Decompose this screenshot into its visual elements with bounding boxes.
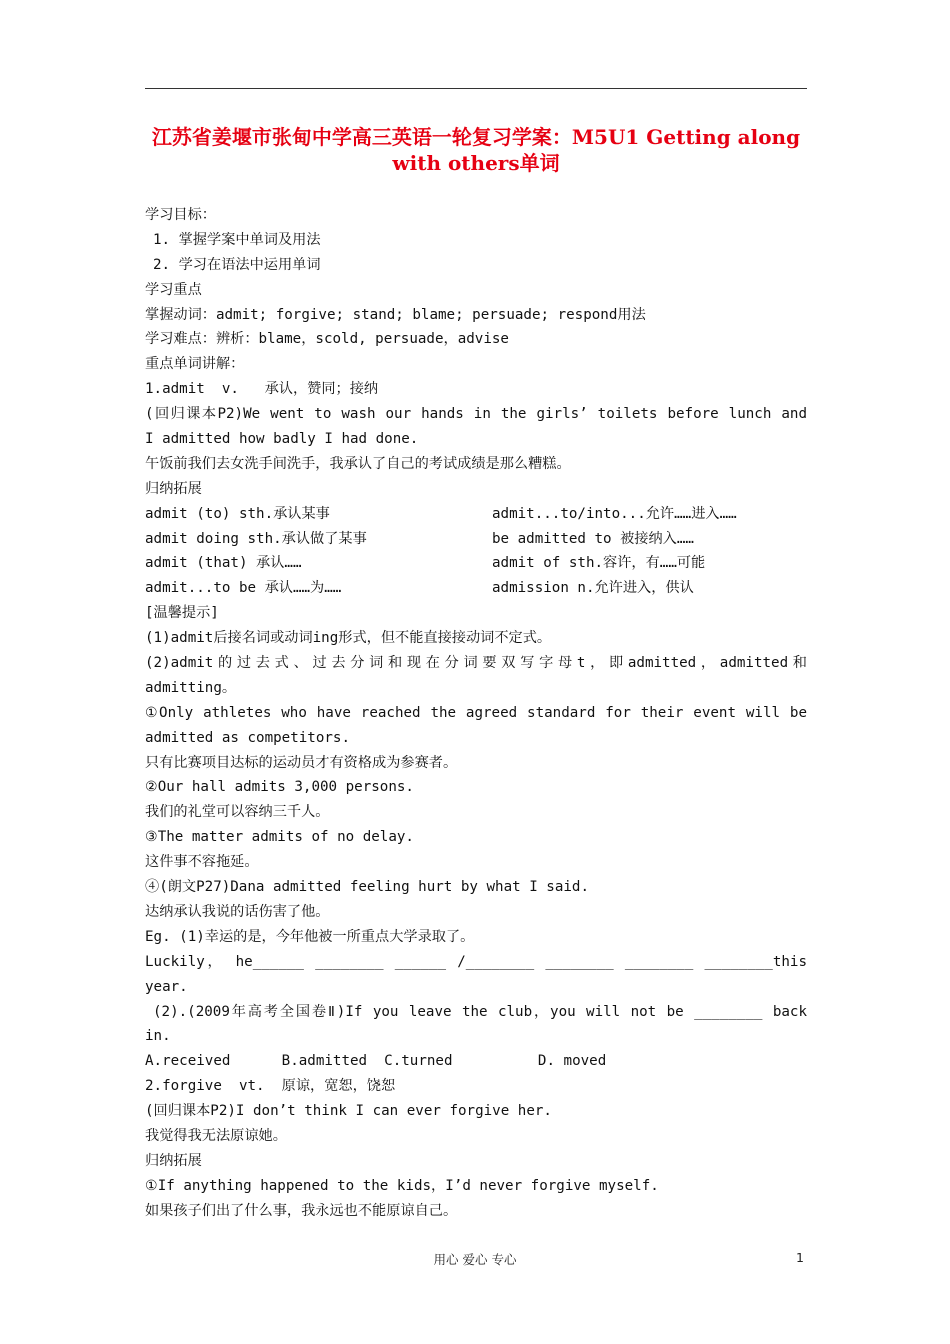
text-line: 重点单词讲解： xyxy=(145,356,245,373)
text-line: Eg. (1)幸运的是，今年他被一所重点大学录取了。 xyxy=(145,928,475,945)
title-line-1: 江苏省姜堰市张甸中学高三英语一轮复习学案：M5U1 Getting along xyxy=(151,125,801,149)
text-line: ①Only athletes who have reached the agreed standard for their event will be xyxy=(145,704,807,721)
text-line: 达纳承认我说的话伤害了他。 xyxy=(145,903,330,920)
expand-right: admission n.允许进入，供认 xyxy=(492,580,694,597)
text-line: 只有比赛项目达标的运动员才有资格成为参赛者。 xyxy=(145,754,458,771)
text-line: (回归课本P2)We went to wash our hands in the girls’ toilets before lunch and xyxy=(145,406,807,423)
text-line: [温馨提示] xyxy=(145,605,219,622)
word-heading: 1.admit v. 承认，赞同；接纳 xyxy=(145,381,379,398)
answer-options: A.received B.admitted C.turned D. moved xyxy=(145,1053,607,1070)
text-line: ②Our hall admits 3,000 persons. xyxy=(145,779,414,796)
expand-left: admit...to be 承认……为…… xyxy=(145,580,342,597)
text-line: year. xyxy=(145,978,188,995)
text-line: 归纳拓展 xyxy=(145,1152,202,1169)
text-line: admitting。 xyxy=(145,679,237,696)
text-line: (1)admit后接名词或动词ing形式，但不能直接接动词不定式。 xyxy=(145,630,552,647)
text-line: ①If anything happened to the kids，I’d never forgive myself. xyxy=(145,1177,659,1194)
text-line: 如果孩子们出了什么事，我永远也不能原谅自己。 xyxy=(145,1202,458,1219)
text-line: 归纳拓展 xyxy=(145,480,202,497)
text-line: admitted as competitors. xyxy=(145,729,350,746)
text-line: 学习重点 xyxy=(145,281,202,298)
text-line: 这件事不容拖延。 xyxy=(145,854,259,871)
title-line-2: with others单词 xyxy=(392,151,560,175)
text-line: I admitted how badly I had done. xyxy=(145,431,419,448)
fill-blank-line: Luckily， he______ ________ ______ /________ ________ ________ ________this xyxy=(145,953,807,970)
expand-right: admit of sth.容许，有……可能 xyxy=(492,555,706,572)
text-line: (2)admit的过去式、过去分词和现在分词要双写字母t，即admitted，admitted和 xyxy=(145,655,807,672)
expand-row xyxy=(145,502,807,527)
expand-right: admit...to/into...允许……进入…… xyxy=(492,505,737,522)
text-line: ④(朗文P27)Dana admitted feeling hurt by what I said. xyxy=(145,879,590,896)
header-rule xyxy=(145,88,807,89)
expand-left: admit (to) sth.承认某事 xyxy=(145,505,330,522)
objective-item: 1. 掌握学案中单词及用法 xyxy=(153,231,321,248)
expand-right: be admitted to 被接纳入…… xyxy=(492,530,694,547)
text-line: 我觉得我无法原谅她。 xyxy=(145,1127,287,1144)
text-line: (回归课本P2)I don’t think I can ever forgive her. xyxy=(145,1103,552,1120)
expand-left: admit doing sth.承认做了某事 xyxy=(145,530,367,547)
text-line: 学习难点：辨析：blame，scold, persuade，advise xyxy=(145,331,509,348)
word-heading: 2.forgive vt. 原谅，宽恕，饶恕 xyxy=(145,1078,396,1095)
page-number: 1 xyxy=(796,1250,804,1265)
expand-row xyxy=(145,551,807,576)
text-line: in. xyxy=(145,1028,171,1045)
expand-row xyxy=(145,576,807,601)
objective-item: 2. 学习在语法中运用单词 xyxy=(153,256,321,273)
document-body xyxy=(145,203,807,1224)
text-line: ③The matter admits of no delay. xyxy=(145,829,414,846)
expand-left: admit (that) 承认…… xyxy=(145,555,302,572)
footer-text: 用心 爱心 专心 xyxy=(433,1252,517,1267)
question-line: (2).(2009年高考全国卷Ⅱ)If you leave the club，you will not be ________ back xyxy=(153,1003,807,1020)
text-line: 掌握动词：admit; forgive; stand; blame; persuade; respond用法 xyxy=(145,306,646,323)
document-title xyxy=(145,124,807,176)
expand-row xyxy=(145,527,807,552)
text-line: 学习目标： xyxy=(145,207,216,223)
text-line: 我们的礼堂可以容纳三千人。 xyxy=(145,804,330,821)
text-line: 午饭前我们去女洗手间洗手，我承认了自己的考试成绩是那么糟糕。 xyxy=(145,455,571,472)
